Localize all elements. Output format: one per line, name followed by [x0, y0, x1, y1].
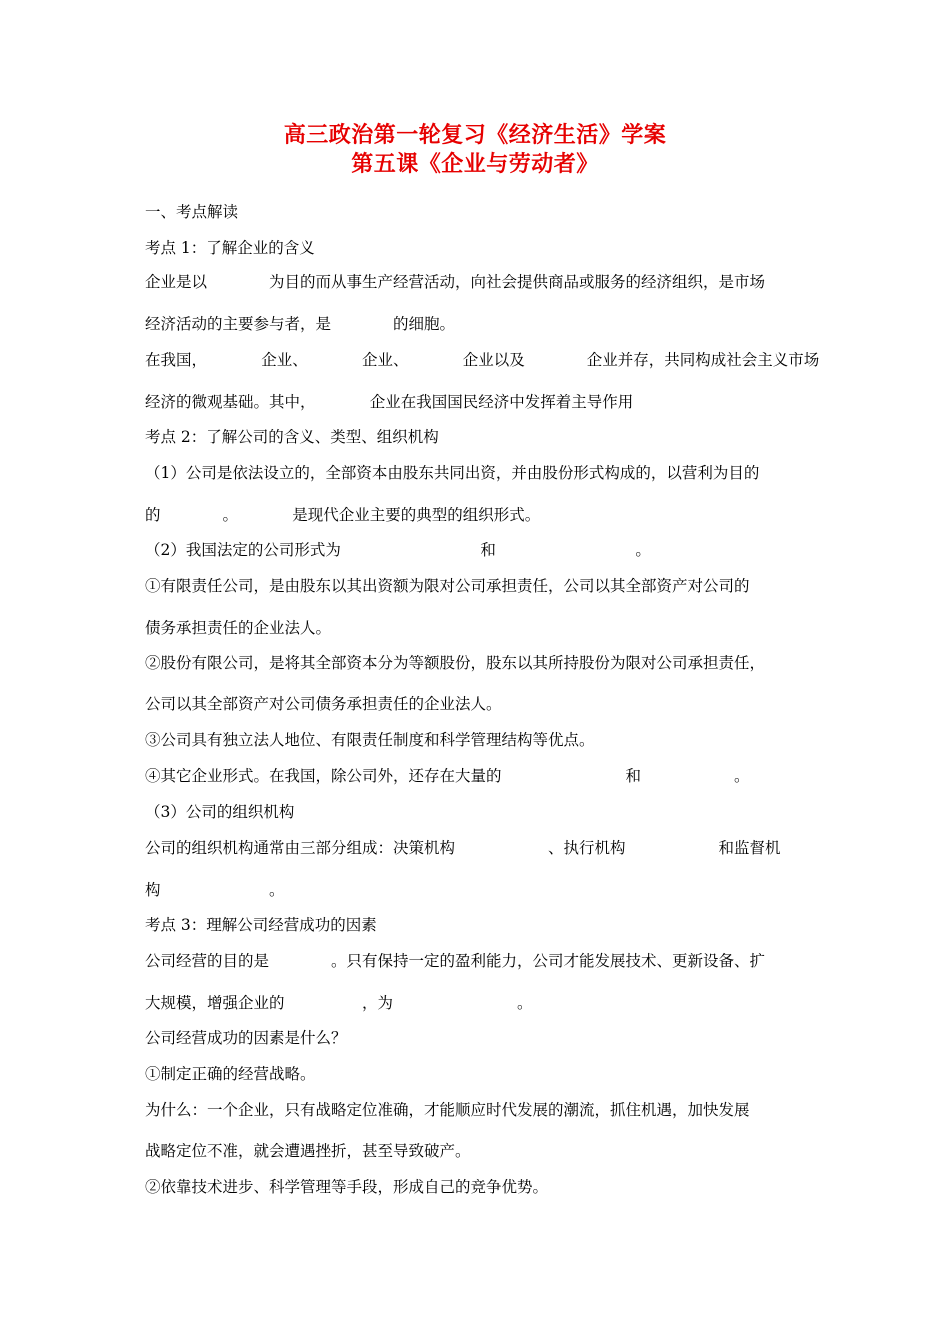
body-line: （1）公司是依法设立的，全部资本由股东共同出资，并由股份形式构成的，以营利为目的 [145, 464, 760, 482]
point-heading: 考点 3：理解公司经营成功的因素 [145, 916, 377, 934]
body-line: （2）我国法定的公司形式为 和 。 [145, 541, 651, 559]
body-line: 大规模，增强企业的 ，为 。 [145, 994, 533, 1012]
point-heading: 考点 1：了解企业的含义 [145, 239, 315, 257]
body-line: ③公司具有独立法人地位、有限责任制度和科学管理结构等优点。 [145, 731, 595, 749]
body-line: 战略定位不准，就会遭遇挫折，甚至导致破产。 [145, 1142, 471, 1160]
doc-subtitle: 第五课《企业与劳动者》 [351, 151, 599, 177]
body-line: （3）公司的组织机构 [145, 803, 295, 821]
doc-title: 高三政治第一轮复习《经济生活》学案 [283, 122, 667, 148]
body-line: ②依靠技术进步、科学管理等手段，形成自己的竞争优势。 [145, 1178, 549, 1196]
body-line: 在我国， 企业、 企业、 企业以及 企业并存，共同构成社会主义市场 [145, 351, 820, 369]
body-line: 经济的微观基础。其中， 企业在我国国民经济中发挥着主导作用 [145, 393, 634, 411]
body-line: ②股份有限公司，是将其全部资本分为等额股份，股东以其所持股份为限对公司承担责任， [145, 654, 766, 672]
body-line: 为什么：一个企业，只有战略定位准确，才能顺应时代发展的潮流，抓住机遇，加快发展 [145, 1101, 750, 1119]
body-line: 公司的组织机构通常由三部分组成：决策机构 、执行机构 和监督机 [145, 839, 781, 857]
body-line: 公司以其全部资产对公司债务承担责任的企业法人。 [145, 695, 502, 713]
body-line: 公司经营成功的因素是什么？ [145, 1029, 347, 1047]
body-line: 构 。 [145, 881, 285, 899]
body-line: 债务承担责任的企业法人。 [145, 619, 332, 637]
body-line: ①有限责任公司，是由股东以其出资额为限对公司承担责任，公司以其全部资产对公司的 [145, 577, 750, 595]
body-line: 企业是以 为目的而从事生产经营活动，向社会提供商品或服务的经济组织，是市场 [145, 273, 766, 291]
point-heading: 考点 2：了解公司的含义、类型、组织机构 [145, 428, 439, 446]
section-heading: 一、考点解读 [145, 203, 239, 221]
body-line: 公司经营的目的是 。只有保持一定的盈利能力，公司才能发展技术、更新设备、扩 [145, 952, 766, 970]
body-line: 的 。 是现代企业主要的典型的组织形式。 [145, 506, 541, 524]
body-line: ①制定正确的经营战略。 [145, 1065, 316, 1083]
body-line: 经济活动的主要参与者，是 的细胞。 [145, 315, 456, 333]
body-line: ④其它企业形式。在我国，除公司外，还存在大量的 和 。 [145, 767, 750, 785]
